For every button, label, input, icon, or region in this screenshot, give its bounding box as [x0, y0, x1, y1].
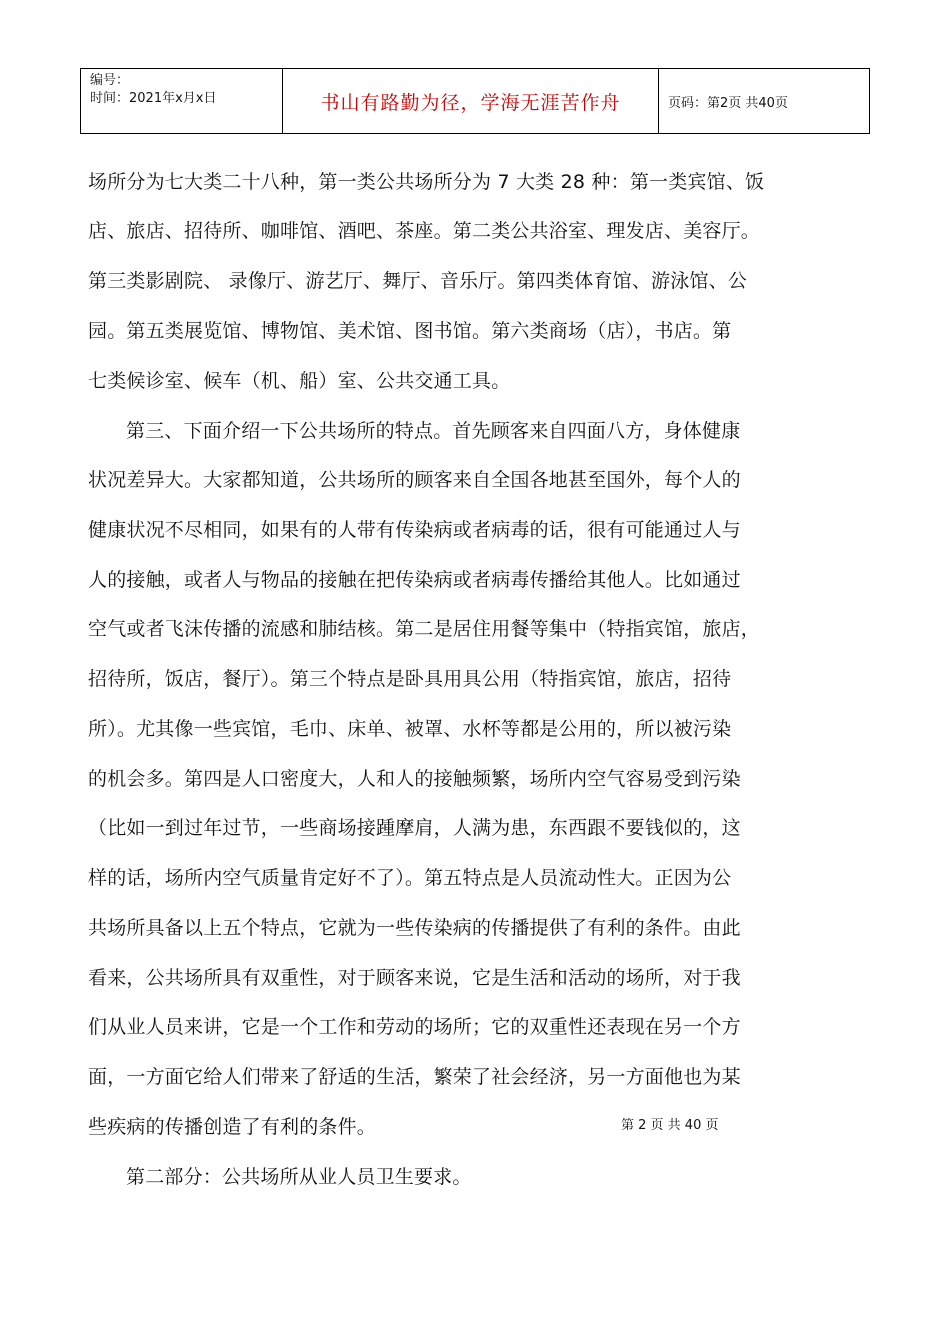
body-line: 的机会多。第四是人口密度大，人和人的接触频繁，场所内空气容易受到污染: [88, 768, 741, 790]
body-line: 招待所，饭店，餐厅）。第三个特点是卧具用具公用（特指宾馆，旅店，招待: [88, 668, 732, 690]
body-line: 第三类影剧院、 录像厅、游艺厅、舞厅、音乐厅。第四类体育馆、游泳馆、公: [88, 270, 748, 292]
body-line: 七类候诊室、候车（机、船）室、公共交通工具。: [88, 370, 511, 392]
section-heading: 第二部分：公共场所从业人员卫生要求。: [126, 1166, 472, 1188]
body-line: 空气或者飞沫传播的流感和肺结核。第二是居住用餐等集中（特指宾馆，旅店，: [88, 618, 761, 640]
document-number-label: 编号：: [90, 73, 130, 88]
document-date-label: 时间：2021年x月x日: [90, 91, 217, 106]
body-line: 些疾病的传播创造了有利的条件。: [88, 1116, 377, 1138]
body-line: 第三、下面介绍一下公共场所的特点。首先顾客来自四面八方，身体健康: [126, 420, 741, 442]
header-table: [80, 68, 870, 134]
body-line: 们从业人员来讲，它是一个工作和劳动的场所；它的双重性还表现在另一个方: [88, 1016, 741, 1038]
body-line: 场所分为七大类二十八种，第一类公共场所分为 7 大类 28 种：第一类宾馆、饭: [88, 171, 765, 193]
body-line: 共场所具备以上五个特点，它就为一些传染病的传播提供了有利的条件。由此: [88, 917, 741, 939]
body-line: 看来，公共场所具有双重性，对于顾客来说，它是生活和活动的场所，对于我: [88, 967, 741, 989]
body-line: 人的接触，或者人与物品的接触在把传染病或者病毒传播给其他人。比如通过: [88, 569, 741, 591]
body-line: 样的话，场所内空气质量肯定好不了）。第五特点是人员流动性大。正因为公: [88, 867, 732, 889]
body-line: 园。第五类展览馆、博物馆、美术馆、图书馆。第六类商场（店），书店。第: [88, 320, 732, 342]
body-line: 面，一方面它给人们带来了舒适的生活，繁荣了社会经济，另一方面他也为某: [88, 1066, 741, 1088]
body-line: 健康状况不尽相同，如果有的人带有传染病或者病毒的话，很有可能通过人与: [88, 519, 741, 541]
body-line: 店、旅店、招待所、咖啡馆、酒吧、茶座。第二类公共浴室、理发店、美容厅。: [88, 220, 761, 242]
body-line: （比如一到过年过节，一些商场接踵摩肩，人满为患，东西跟不要钱似的，这: [88, 817, 741, 839]
header-motto: 书山有路勤为径，学海无涯苦作舟: [283, 69, 659, 133]
footer-page-number: 第 2 页 共 40 页: [621, 1118, 719, 1133]
header-page-number: 页码：第2页 共40页: [668, 95, 788, 111]
header-info-cell: [81, 69, 283, 133]
body-line: 所）。尤其像一些宾馆，毛巾、床单、被罩、水杯等都是公用的，所以被污染: [88, 718, 732, 740]
body-line: 状况差异大。大家都知道，公共场所的顾客来自全国各地甚至国外，每个人的: [88, 469, 741, 491]
